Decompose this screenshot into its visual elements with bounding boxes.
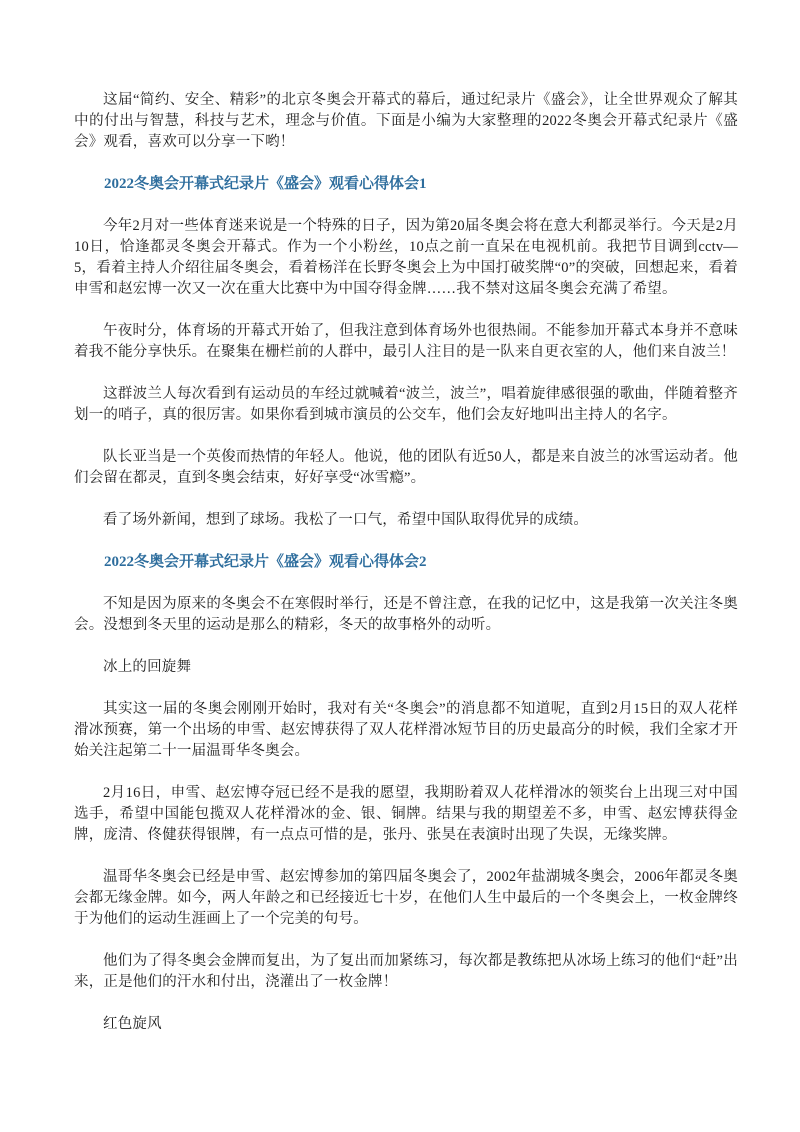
section-1-paragraph-1: 今年2月对一些体育迷来说是一个特殊的日子，因为第20届冬奥会将在意大利都灵举行。今天是2月10日，恰逢都灵冬奥会开幕式。作为一个小粉丝，10点之前一直呆在电视机前。我把节目调到cctv—5，看着主持人介绍往届冬奥会，看着杨洋在长野冬奥会上为中国打破奖牌“0”的突破，回想起来，看着申雪和赵宏博一次又一次在重大比赛中为中国夺得金牌……我不禁对这届冬奥会充满了希望。 [74,218,738,297]
section-2-subheading-ice-dance: 冰上的回旋舞 [103,659,192,675]
section-2-heading: 2022冬奥会开幕式纪录片《盛会》观看心得体会2 [104,554,427,570]
section-2-paragraph-1: 不知是因为原来的冬奥会不在寒假时举行，还是不曾注意，在我的记忆中，这是我第一次关注冬奥会。没想到冬天里的运动是那么的精彩，冬天的故事格外的动听。 [74,596,738,633]
section-2-paragraph-5: 他们为了得冬奥会金牌而复出，为了复出而加紧练习，每次都是教练把从冰场上练习的他们“赶”出来，正是他们的汗水和付出，浇灌出了一枚金牌！ [74,953,738,990]
intro-paragraph: 这届“简约、安全、精彩”的北京冬奥会开幕式的幕后，通过纪录片《盛会》，让全世界观众了解其中的付出与智慧，科技与艺术，理念与价值。下面是小编为大家整理的2022冬奥会开幕式纪录片《盛会》观看，喜欢可以分享一下哟！ [74,92,738,150]
section-1-paragraph-3: 这群波兰人每次看到有运动员的车经过就喊着“波兰，波兰”，唱着旋律感很强的歌曲，伴随着整齐划一的哨子，真的很厉害。如果你看到城市演员的公交车，他们会友好地叫出主持人的名字。 [74,386,738,423]
section-2-paragraph-4: 温哥华冬奥会已经是申雪、赵宏博参加的第四届冬奥会了，2002年盐湖城冬奥会，2006年都灵冬奥会都无缘金牌。如今，两人年龄之和已经接近七十岁，在他们人生中最后的一个冬奥会上，一枚金牌终于为他们的运动生涯画上了一个完美的句号。 [74,869,738,927]
section-1-paragraph-2: 午夜时分，体育场的开幕式开始了，但我注意到体育场外也很热闹。不能参加开幕式本身并不意味着我不能分享快乐。在聚集在栅栏前的人群中，最引人注目的是一队来自更衣室的人，他们来自波兰！ [74,323,738,360]
section-1-paragraph-5: 看了场外新闻，想到了球场。我松了一口气，希望中国队取得优异的成绩。 [103,512,589,528]
section-1-heading: 2022冬奥会开幕式纪录片《盛会》观看心得体会1 [104,176,427,192]
section-1-paragraph-4: 队长亚当是一个英俊而热情的年轻人。他说，他的团队有近50人，都是来自波兰的冰雪运动者。他们会留在都灵，直到冬奥会结束，好好享受“冰雪瘾”。 [74,449,738,486]
section-2-paragraph-3: 2月16日，申雪、赵宏博夺冠已经不是我的愿望，我期盼着双人花样滑冰的领奖台上出现三对中国选手，希望中国能包揽双人花样滑冰的金、银、铜牌。结果与我的期望差不多，申雪、赵宏博获得金牌，庞清、佟健获得银牌，有一点点可惜的是，张丹、张昊在表演时出现了失误，无缘奖牌。 [74,785,738,843]
section-2-paragraph-2: 其实这一届的冬奥会刚刚开始时，我对有关“冬奥会”的消息都不知道呢，直到2月15日的双人花样滑冰预赛，第一个出场的申雪、赵宏博获得了双人花样滑冰短节目的历史最高分的时候，我们全家才开始关注起第二十一届温哥华冬奥会。 [74,701,738,759]
section-2-subheading-red-whirlwind: 红色旋风 [103,1016,162,1032]
